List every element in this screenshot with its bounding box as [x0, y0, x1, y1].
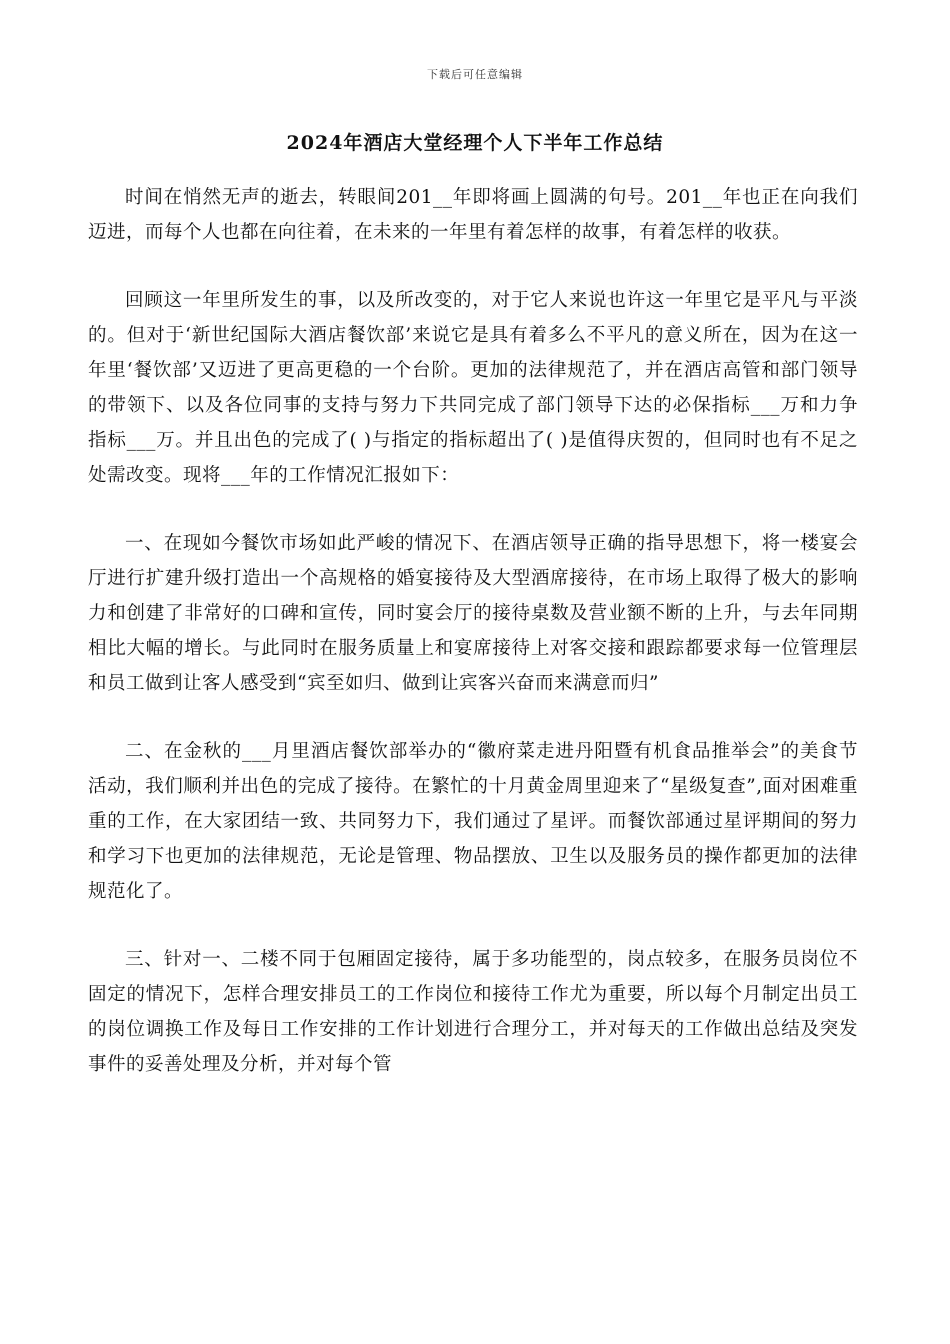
paragraph-intro: 时间在悄然无声的逝去，转眼间201__年即将画上圆满的句号。201__年也正在向我们迈进，而每个人也都在向往着，在未来的一年里有着怎样的故事，有着怎样的收获。: [88, 187, 858, 243]
document-body: [88, 180, 858, 1115]
page-header-note: 下载后可任意编辑: [427, 68, 523, 81]
paragraph-review: 回顾这一年里所发生的事，以及所改变的，对于它人来说也许这一年里它是平凡与平淡的。但对于‘新世纪国际大酒店餐饮部’来说它是具有着多么不平凡的意义所在，因为在这一年里‘餐饮部’又迈进了更高更稳的一个台阶。更加的法律规范了，并在酒店高管和部门领导的带领下、以及各位同事的支持与努力下共同完成了部门领导下达的必保指标___万和力争指标___万。并且出色的完成了( )与指定的指标超出了( )是值得庆贺的，但同时也有不足之处需改变。现将___年的工作情况汇报如下：: [88, 290, 858, 486]
document-title: 2024年酒店大堂经理个人下半年工作总结: [286, 132, 664, 154]
paragraph-item-1: 一、在现如今餐饮市场如此严峻的情况下、在酒店领导正确的指导思想下，将一楼宴会厅进行扩建升级打造出一个高规格的婚宴接待及大型酒席接待，在市场上取得了极大的影响力和创建了非常好的口碑和宣传，同时宴会厅的接待桌数及营业额不断的上升，与去年同期相比大幅的增长。与此同时在服务质量上和宴席接待上对客交接和跟踪都要求每一位管理层和员工做到让客人感受到“宾至如归、做到让宾客兴奋而来满意而归”: [88, 533, 858, 694]
paragraph-item-3: 三、针对一、二楼不同于包厢固定接待，属于多功能型的，岗点较多，在服务员岗位不固定的情况下，怎样合理安排员工的工作岗位和接待工作尤为重要，所以每个月制定出员工的岗位调换工作及每日工作安排的工作计划进行合理分工，并对每天的工作做出总结及突发事件的妥善处理及分析，并对每个管: [88, 949, 858, 1075]
paragraph-item-2: 二、在金秋的___月里酒店餐饮部举办的“徽府菜走进丹阳暨有机食品推举会”的美食节活动，我们顺利并出色的完成了接待。在繁忙的十月黄金周里迎来了“星级复查”,面对困难重重的工作，在大家团结一致、共同努力下，我们通过了星评。而餐饮部通过星评期间的努力和学习下也更加的法律规范，无论是管理、物品摆放、卫生以及服务员的操作都更加的法律规范化了。: [88, 741, 858, 902]
